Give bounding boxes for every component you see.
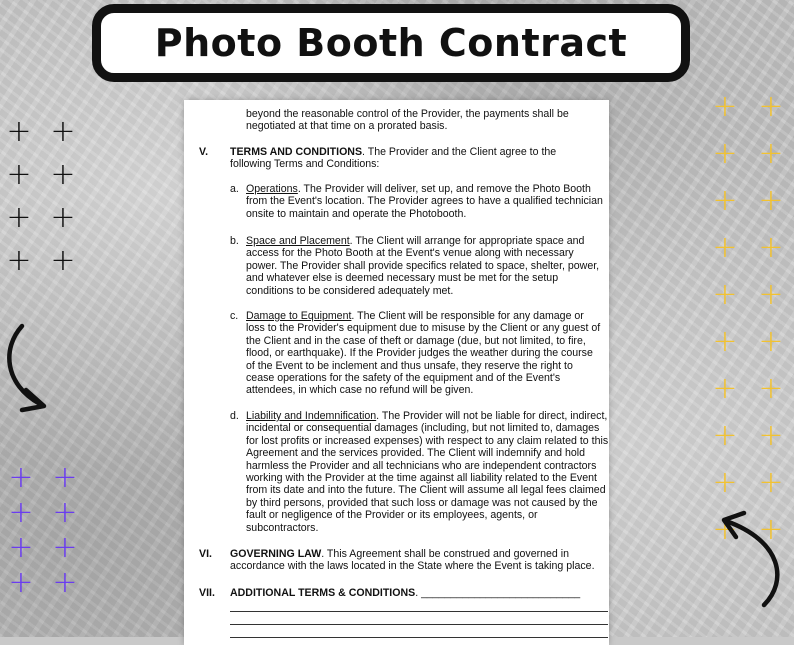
plus-icon: +	[758, 418, 784, 453]
black-plus-decoration	[4, 114, 78, 278]
curved-arrow-up-icon	[716, 505, 786, 615]
plus-icon: +	[712, 512, 738, 547]
section-numeral: VI.	[199, 548, 212, 560]
plus-icon: +	[712, 230, 738, 265]
clause-text: . The Client will be responsible for any damage or loss to the Provider's equipment due to misuse by the Client or any guest of the Client and in the case of theft or damage (due, but not limited, to fire, flood, or earthquake). If the Provider judges the weather during the course of the Event to be inclement and thus unsafe, they reserve the right to cease operations for the safety of the equipment and of the Event's attendees, in which case no refund will be given.	[246, 310, 601, 397]
item-letter: c.	[230, 310, 239, 322]
plus-icon: +	[6, 157, 32, 192]
item-letter: d.	[230, 410, 239, 422]
plus-icon: +	[52, 495, 78, 530]
plus-icon: +	[52, 530, 78, 565]
blank-line	[230, 637, 608, 638]
plus-icon: +	[712, 136, 738, 171]
plus-icon: +	[50, 200, 76, 235]
plus-icon: +	[8, 530, 34, 565]
plus-icon: +	[50, 157, 76, 192]
clause-damage-to-equipment	[246, 310, 604, 397]
intro-paragraph: beyond the reasonable control of the Provider, the payments shall be negotiated at that time on a prorated basis.	[246, 108, 569, 133]
plus-icon: +	[8, 565, 34, 600]
section-text: . The Provider and the Client agree to the following Terms and Conditions:	[230, 146, 557, 171]
plus-icon: +	[6, 200, 32, 235]
plus-icon: +	[712, 418, 738, 453]
section-terms-and-conditions	[230, 146, 575, 171]
section-additional-terms	[230, 587, 610, 599]
blank-line	[230, 624, 608, 625]
contract-page	[184, 100, 609, 645]
item-letter: b.	[230, 235, 239, 247]
clause-title: Liability and Indemnification	[246, 410, 377, 422]
plus-icon: +	[758, 465, 784, 500]
plus-icon: +	[50, 243, 76, 278]
section-numeral: V.	[199, 146, 209, 158]
purple-plus-decoration	[6, 460, 80, 600]
plus-icon: +	[712, 89, 738, 124]
section-heading: TERMS AND CONDITIONS	[230, 146, 363, 158]
plus-icon: +	[52, 460, 78, 495]
plus-icon: +	[758, 371, 784, 406]
yellow-plus-decoration	[710, 89, 786, 547]
clause-title: Damage to Equipment	[246, 310, 352, 322]
plus-icon: +	[758, 183, 784, 218]
clause-text: . The Provider will not be liable for direct, indirect, incidental or consequential damages (including, but not limited to, damages for lost profits or increased expenses) with respect to any claim related to this Agreement and the services provided. The Client will indemnify and hold harmless the Provider and all technicians who are independent contractors working with the Provider at the time against all liability related to the Event from its date and into the future. The Client will assume all legal fees claimed by third persons, provided that such loss or damage was not caused by the fault or negligence of the Provider or its employees, agents, or subcontractors.	[246, 410, 609, 534]
plus-icon: +	[758, 230, 784, 265]
title-banner	[92, 4, 690, 82]
clause-space-and-placement	[246, 235, 604, 297]
clause-title: Space and Placement	[246, 235, 350, 247]
clause-text: . The Provider will deliver, set up, and remove the Photo Booth from the Event's location. The Provider agrees to have a qualified technician onsite to maintain and operate the Photobooth.	[246, 183, 603, 220]
page-title: Photo Booth Contract	[154, 21, 628, 65]
section-heading: GOVERNING LAW	[230, 548, 322, 560]
plus-icon: +	[758, 277, 784, 312]
plus-icon: +	[712, 371, 738, 406]
blank-line	[230, 611, 608, 612]
plus-icon: +	[712, 277, 738, 312]
section-heading: ADDITIONAL TERMS & CONDITIONS	[230, 587, 416, 599]
plus-icon: +	[6, 114, 32, 149]
clause-title: Operations	[246, 183, 298, 195]
plus-icon: +	[52, 565, 78, 600]
section-numeral: VII.	[199, 587, 215, 599]
section-text: . ___________________________	[415, 587, 581, 599]
plus-icon: +	[712, 324, 738, 359]
clause-liability-and-indemnification	[246, 410, 611, 534]
plus-icon: +	[712, 183, 738, 218]
plus-icon: +	[758, 512, 784, 547]
section-governing-law	[230, 548, 610, 573]
item-letter: a.	[230, 183, 239, 195]
plus-icon: +	[758, 324, 784, 359]
plus-icon: +	[8, 495, 34, 530]
clause-text: . The Client will arrange for appropriate space and access for the Photo Booth at the Event's venue along with necessary power. The Provider shall provide specifics related to space, shelter, power, and whatever else is deemed necessary must be met for the setup conditions to be considered adequately met.	[246, 235, 600, 297]
plus-icon: +	[6, 243, 32, 278]
curved-arrow-down-icon	[0, 318, 60, 418]
section-text: . This Agreement shall be construed and governed in accordance with the laws located in the State where the Event is taking place.	[230, 548, 595, 573]
plus-icon: +	[50, 114, 76, 149]
plus-icon: +	[712, 465, 738, 500]
plus-icon: +	[8, 460, 34, 495]
clause-operations	[246, 183, 611, 220]
plus-icon: +	[758, 136, 784, 171]
plus-icon: +	[758, 89, 784, 124]
